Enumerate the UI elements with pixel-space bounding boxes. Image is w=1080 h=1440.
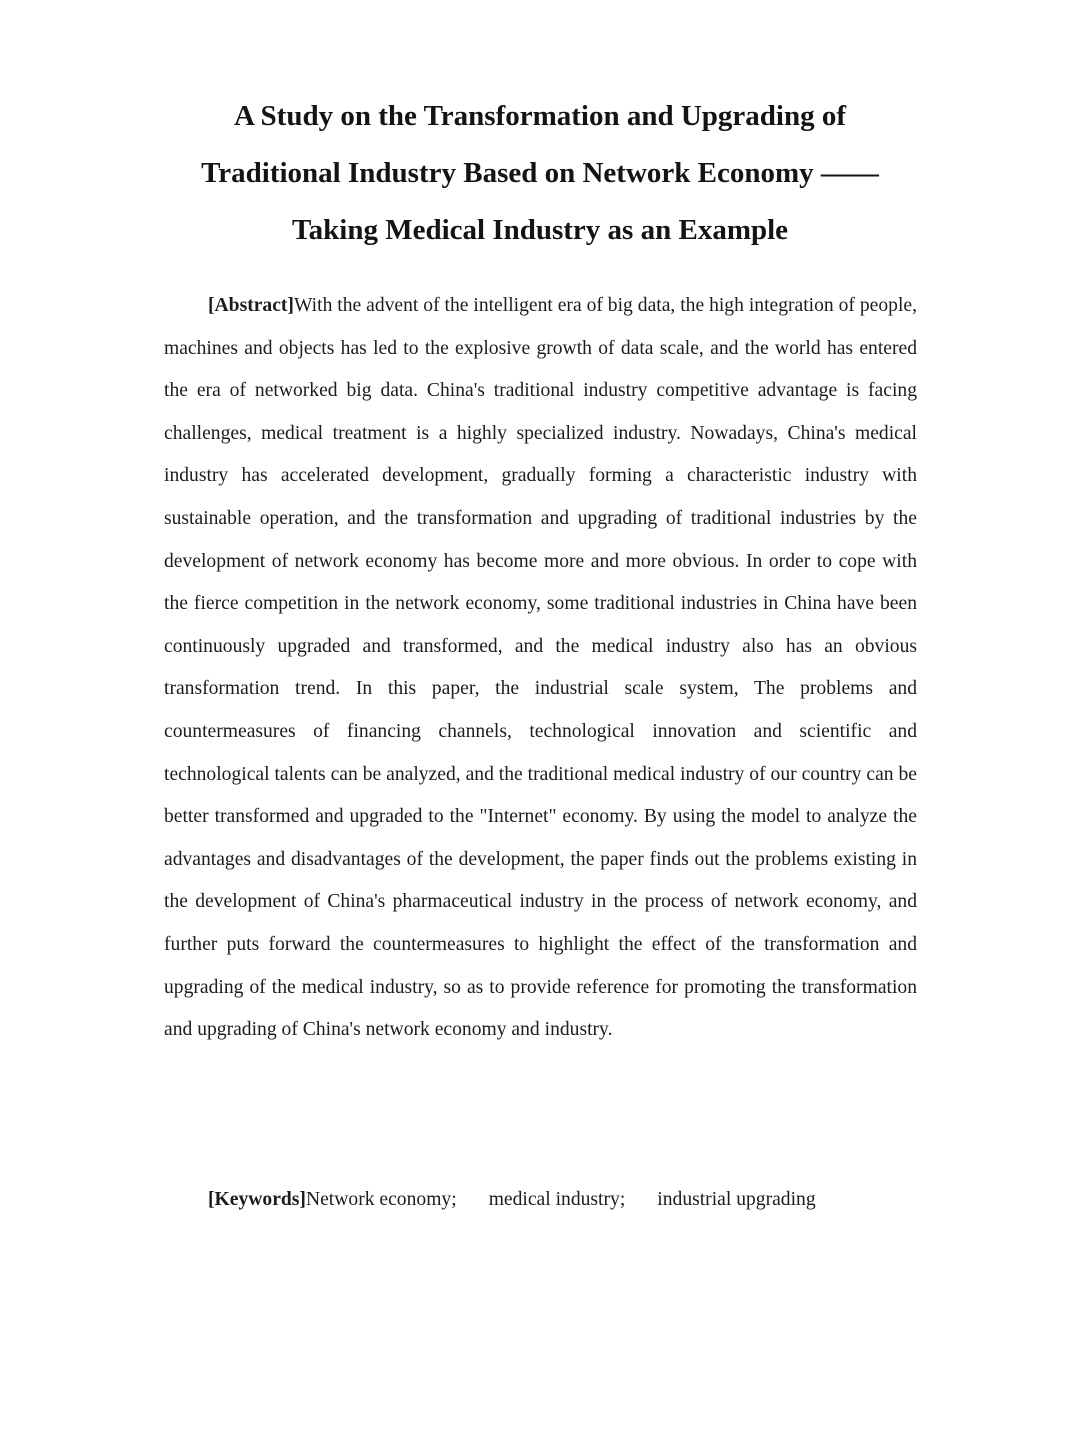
- keyword-item: Network economy;: [305, 1189, 457, 1210]
- keyword-item: medical industry;: [488, 1189, 626, 1210]
- abstract-label: [Abstract]: [208, 295, 294, 316]
- title-line: Taking Medical Industry as an Example: [291, 214, 789, 246]
- title-line: A Study on the Transformation and Upgrading of: [233, 100, 847, 132]
- title-line: Traditional Industry Based on Network Economy ——: [201, 157, 879, 189]
- keywords-label: [Keywords]: [208, 1189, 306, 1210]
- keywords-line: [208, 1180, 816, 1220]
- abstract-paragraph: [164, 285, 917, 1052]
- abstract-text: With the advent of the intelligent era of big data, the high integration of people, machines and objects has led to the explosive growth of data scale, and the world has entered the era of networked big data. China's traditional industry competitive advantage is facing challenges, medical treatment is a highly specialized industry. Nowadays, China's medical industry has accelerated development, gradually forming a characteristic industry with sustainable operation, and the transformation and upgrading of traditional industries by the development of network economy has become more and more obvious. In order to cope with the fierce competition in the network economy, some traditional industries in China have been continuously upgraded and transformed, and the medical industry also has an obvious transformation trend. In this paper, the industrial scale system, The problems and countermeasures of financing channels, technological innovation and scientific and technological talents can be analyzed, and the traditional medical industry of our country can be better transformed and upgraded to the "Internet" economy. By using the model to analyze the advantages and disadvantages of the development, the paper finds out the problems existing in the development of China's pharmaceutical industry in the process of network economy, and further puts forward the countermeasures to highlight the effect of the transformation and upgrading of the medical industry, so as to provide reference for promoting the transformation and upgrading of China's network economy and industry.: [164, 295, 917, 1041]
- paper-title: [150, 88, 930, 259]
- keyword-item: industrial upgrading: [657, 1189, 816, 1210]
